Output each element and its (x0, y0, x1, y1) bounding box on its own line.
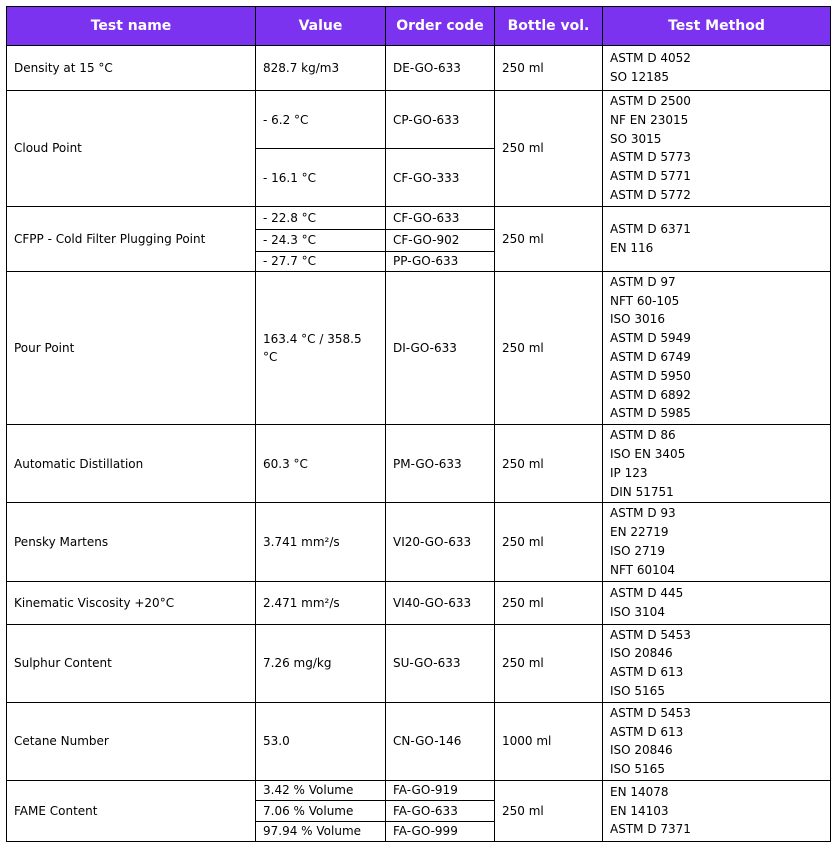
order-code-cell: FA-GO-633 (386, 800, 495, 821)
test-method-line: ASTM D 6749 (610, 349, 691, 364)
test-method-line: ISO 3104 (610, 604, 665, 619)
test-name-cell: Cetane Number (7, 702, 256, 780)
bottle-volume-cell: 250 ml (495, 271, 603, 424)
test-name-cell: Cloud Point (7, 91, 256, 207)
order-code-cell: VI40-GO-633 (386, 581, 495, 624)
test-method-cell (603, 46, 831, 91)
header-order-code: Order code (386, 7, 495, 46)
test-method-cell (603, 271, 831, 424)
bottle-volume-cell: 1000 ml (495, 702, 603, 780)
value-cell: 60.3 °C (256, 425, 386, 503)
test-name-cell: Pour Point (7, 271, 256, 424)
test-table (6, 6, 831, 842)
order-code-cell: FA-GO-919 (386, 780, 495, 800)
test-method-line: NFT 60104 (610, 562, 675, 577)
test-method-line: SO 3015 (610, 131, 662, 146)
test-method-line: EN 22719 (610, 525, 669, 540)
test-method-line: ASTM D 445 (610, 585, 684, 600)
test-method-line: ASTM D 86 (610, 428, 676, 443)
test-method-line: ASTM D 5985 (610, 406, 691, 421)
order-code-cell: FA-GO-999 (386, 821, 495, 841)
value-cell: 3.42 % Volume (256, 780, 386, 800)
test-method-line: ISO 5165 (610, 683, 665, 698)
test-method-line: ASTM D 613 (610, 724, 684, 739)
order-code-cell: DE-GO-633 (386, 46, 495, 91)
value-cell: - 27.7 °C (256, 251, 386, 271)
test-method-line: NFT 60-105 (610, 293, 680, 308)
header-row (7, 7, 831, 46)
test-method-line: ASTM D 5949 (610, 331, 691, 346)
test-method-line: ASTM D 5950 (610, 368, 691, 383)
table-row (7, 206, 831, 229)
bottle-volume-cell: 250 ml (495, 425, 603, 503)
test-method-line: ASTM D 5771 (610, 169, 691, 184)
bottle-volume-cell: 250 ml (495, 91, 603, 207)
value-cell: - 24.3 °C (256, 229, 386, 251)
test-method-cell (603, 91, 831, 207)
table-row (7, 702, 831, 780)
value-cell: 7.06 % Volume (256, 800, 386, 821)
table-header (7, 7, 831, 46)
order-code-cell: DI-GO-633 (386, 271, 495, 424)
test-method-cell (603, 503, 831, 581)
value-cell: 3.741 mm²/s (256, 503, 386, 581)
test-method-line: ASTM D 4052 (610, 51, 691, 66)
header-value: Value (256, 7, 386, 46)
header-test-name: Test name (7, 7, 256, 46)
test-method-line: NF EN 23015 (610, 112, 689, 127)
bottle-volume-cell: 250 ml (495, 624, 603, 702)
value-cell: 53.0 (256, 702, 386, 780)
table-row (7, 91, 831, 149)
test-method-line: IP 123 (610, 465, 648, 480)
test-method-line: ISO 5165 (610, 762, 665, 777)
value-cell: - 16.1 °C (256, 149, 386, 206)
value-cell: 828.7 kg/m3 (256, 46, 386, 91)
test-method-line: ISO 3016 (610, 312, 665, 327)
bottle-volume-cell: 250 ml (495, 46, 603, 91)
table-row (7, 503, 831, 581)
test-method-cell (603, 206, 831, 271)
test-name-cell: Kinematic Viscosity +20°C (7, 581, 256, 624)
header-test-method: Test Method (603, 7, 831, 46)
table-row (7, 780, 831, 800)
order-code-cell: CP-GO-633 (386, 91, 495, 149)
test-method-line: ASTM D 2500 (610, 94, 691, 108)
table-row (7, 425, 831, 503)
table-row (7, 271, 831, 424)
test-method-line: ASTM D 97 (610, 274, 676, 289)
table-row (7, 624, 831, 702)
test-name-cell: Sulphur Content (7, 624, 256, 702)
test-name-cell: Density at 15 °C (7, 46, 256, 91)
order-code-cell: CF-GO-333 (386, 149, 495, 206)
value-cell: 7.26 mg/kg (256, 624, 386, 702)
order-code-cell: CN-GO-146 (386, 702, 495, 780)
order-code-cell: CF-GO-902 (386, 229, 495, 251)
value-cell: 163.4 °C / 358.5 °C (256, 271, 386, 424)
value-cell: 2.471 mm²/s (256, 581, 386, 624)
test-method-cell (603, 581, 831, 624)
table-row (7, 46, 831, 91)
test-method-line: ASTM D 5453 (610, 705, 691, 720)
value-cell: 97.94 % Volume (256, 821, 386, 841)
test-name-cell: Pensky Martens (7, 503, 256, 581)
test-method-cell (603, 780, 831, 841)
table-row (7, 581, 831, 624)
test-method-line: ASTM D 5773 (610, 150, 691, 165)
test-method-line: ASTM D 7371 (610, 822, 691, 837)
value-cell: - 22.8 °C (256, 206, 386, 229)
test-name-cell: CFPP - Cold Filter Plugging Point (7, 206, 256, 271)
order-code-cell: SU-GO-633 (386, 624, 495, 702)
test-method-line: ASTM D 6371 (610, 221, 691, 236)
bottle-volume-cell: 250 ml (495, 503, 603, 581)
test-name-cell: FAME Content (7, 780, 256, 841)
test-method-line: EN 14078 (610, 784, 669, 799)
test-name-cell: Automatic Distillation (7, 425, 256, 503)
test-method-line: ISO 20846 (610, 646, 673, 661)
test-method-line: ASTM D 613 (610, 665, 684, 680)
value-cell: - 6.2 °C (256, 91, 386, 149)
test-method-line: SO 12185 (610, 70, 670, 84)
test-method-line: EN 116 (610, 240, 654, 255)
order-code-cell: PP-GO-633 (386, 251, 495, 271)
bottle-volume-cell: 250 ml (495, 780, 603, 841)
header-bottle-vol: Bottle vol. (495, 7, 603, 46)
order-code-cell: CF-GO-633 (386, 206, 495, 229)
bottle-volume-cell: 250 ml (495, 206, 603, 271)
test-method-line: DIN 51751 (610, 484, 674, 499)
test-method-cell (603, 702, 831, 780)
test-method-line: ASTM D 6892 (610, 387, 691, 402)
order-code-cell: VI20-GO-633 (386, 503, 495, 581)
test-method-line: ASTM D 5453 (610, 627, 691, 642)
test-method-line: ISO 20846 (610, 743, 673, 758)
order-code-cell: PM-GO-633 (386, 425, 495, 503)
test-method-line: ASTM D 93 (610, 506, 676, 521)
test-method-line: ASTM D 5772 (610, 187, 691, 202)
test-method-cell (603, 624, 831, 702)
test-method-cell (603, 425, 831, 503)
bottle-volume-cell: 250 ml (495, 581, 603, 624)
test-method-line: ISO 2719 (610, 543, 665, 558)
table-body (7, 46, 831, 842)
test-method-line: ISO EN 3405 (610, 446, 686, 461)
test-method-line: EN 14103 (610, 803, 669, 818)
